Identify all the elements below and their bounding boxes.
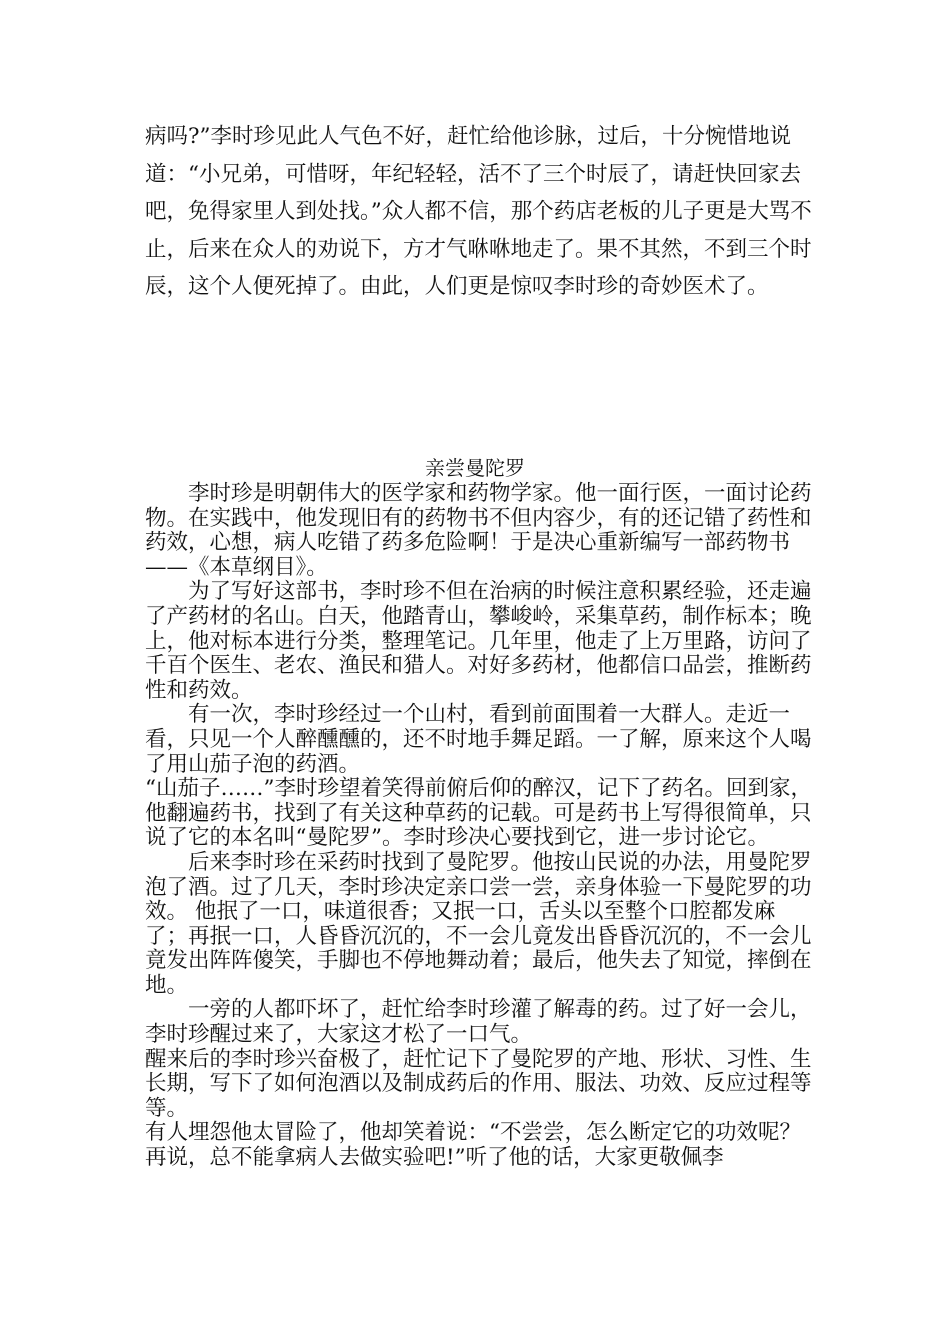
paragraph: “山茄子……”李时珍望着笑得前俯后仰的醉汉，记下了药名。回到家，他翻遍药书，找到了有关这种草药的记载。可是药书上写得很简单，只说了它的本名叫“曼陀罗”。李时珍决心要找到它，进一步讨论它。 bbox=[145, 776, 812, 851]
paragraph: 后来李时珍在采药时找到了曼陀罗。他按山民说的办法，用曼陀罗泡了酒。过了几天，李时珍决定亲口尝一尝，亲身体验一下曼陀罗的功效。 他抿了一口，味道很香；又抿一口，舌头以至整个口腔都发麻了；再抿一口，人昏昏沉沉的，不一会儿竟发出昏昏沉沉的，不一会儿竟发出阵阵傻笑，手脚也不停地舞动着；最后，他失去了知觉，摔倒在地。 bbox=[145, 849, 812, 998]
paragraph: 醒来后的李时珍兴奋极了，赶忙记下了曼陀罗的产地、形状、习性、生长期，写下了如何泡酒以及制成药后的作用、服法、功效、反应过程等等。 bbox=[145, 1046, 812, 1121]
paragraph: 有一次，李时珍经过一个山村，看到前面围着一大群人。走近一看，只见一个人醉醺醺的，还不时地手舞足蹈。一了解，原来这个人喝了用山茄子泡的药酒。 bbox=[145, 702, 812, 777]
paragraph: 病吗?”李时珍见此人气色不好，赶忙给他诊脉，过后，十分惋惜地说道：“小兄弟，可惜呀，年纪轻轻，活不了三个时辰了，请赶快回家去吧，免得家里人到处找。”众人都不信，那个药店老板的儿子更是大骂不止，后来在众人的劝说下，方才气咻咻地走了。果不其然，不到三个时辰，这个人便死掉了。由此，人们更是惊叹李时珍的奇妙医术了。 bbox=[145, 124, 812, 299]
previous-story-ending bbox=[145, 118, 815, 306]
article-body bbox=[145, 482, 815, 1171]
paragraph: 一旁的人都吓坏了，赶忙给李时珍灌了解毒的药。过了好一会儿，李时珍醒过来了，大家这才松了一口气。 bbox=[145, 997, 812, 1048]
paragraph: 有人埋怨他太冒险了，他却笑着说：“不尝尝，怎么断定它的功效呢？再说，总不能拿病人去做实验吧!”听了他的话，大家更敬佩李 bbox=[145, 1120, 801, 1171]
paragraph: 为了写好这部书，李时珍不但在治病的时候注意积累经验，还走遍了产药材的名山。白天，他踏青山，攀峻岭，采集草药，制作标本；晚上，他对标本进行分类，整理笔记。几年里，他走了上万里路，访问了千百个医生、老农、渔民和猎人。对好多药材，他都信口品尝，推断药性和药效。 bbox=[145, 579, 812, 703]
article-title: 亲尝曼陀罗 bbox=[425, 456, 525, 480]
paragraph: 李时珍是明朝伟大的医学家和药物学家。他一面行医，一面讨论药物。在实践中，他发现旧有的药物书不但内容少，有的还记错了药性和药效，心想，病人吃错了药多危险啊！于是决心重新编写一部药物书——《本草纲目》。 bbox=[145, 481, 812, 580]
